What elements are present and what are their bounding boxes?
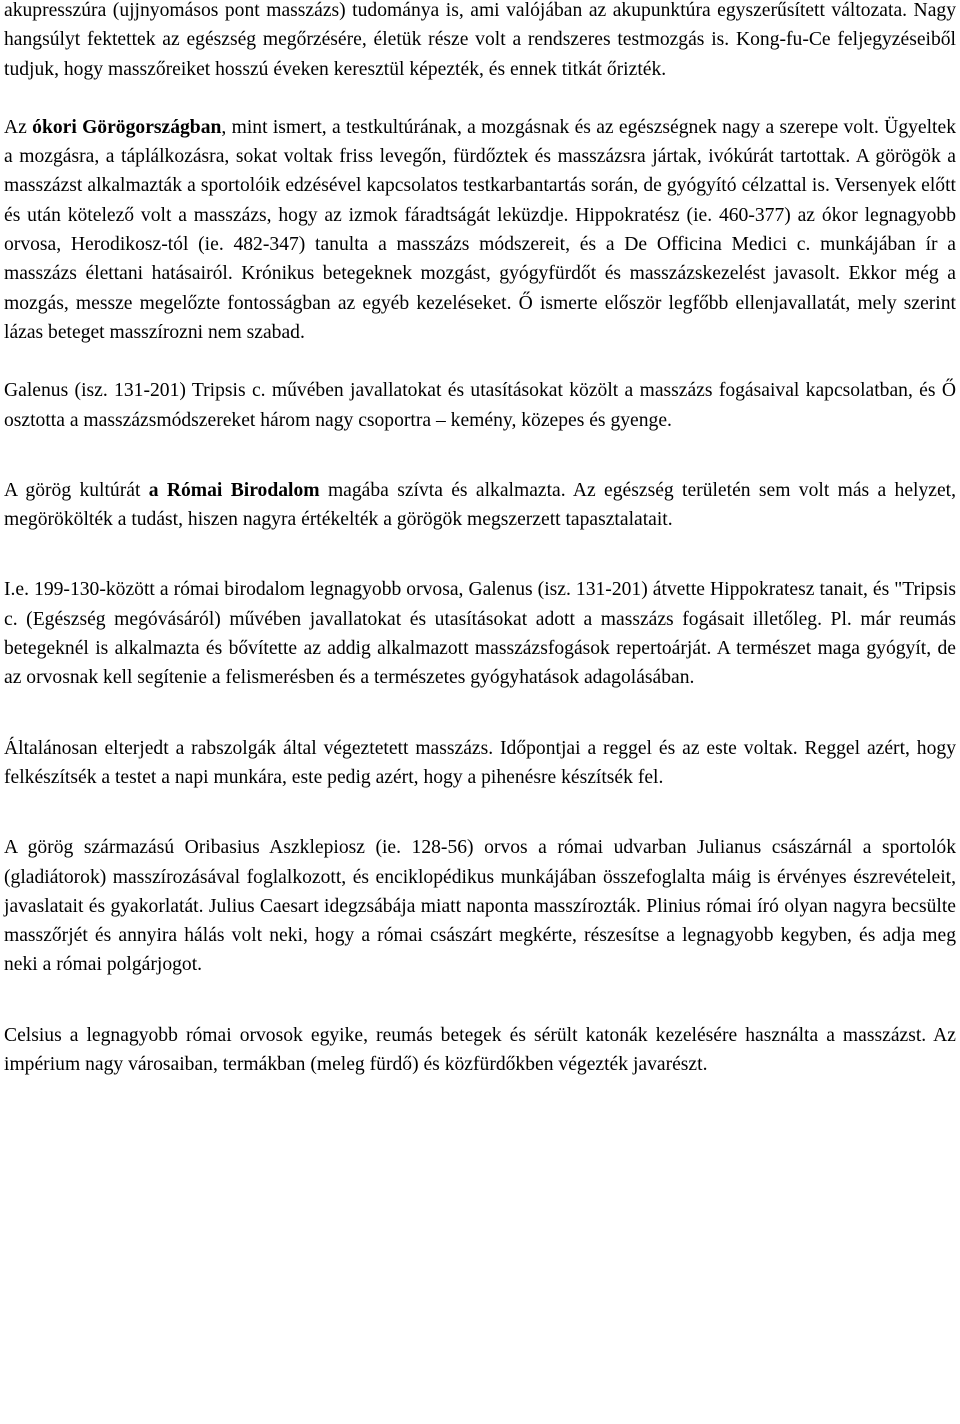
paragraph-4 <box>4 476 956 535</box>
bold-term: a Római Birodalom <box>148 479 320 501</box>
paragraph-text: akupresszúra (ujjnyomásos pont masszázs) tudománya is, ami valójában az akupunktúra egyszerűsített változata. Nagy hangsúlyt fektettek az egészség megőrzésére, életük része volt a rendszeres testmozgás is. Kong-fu-Ce feljegyzéseiből tudjuk, hogy masszőreiket hosszú éveken keresztül képezték, és ennek titkát őrizték. <box>4 0 956 80</box>
paragraph-5 <box>4 575 956 692</box>
paragraph-text: magába szívta és alkalmazta. Az egészség területén sem volt más a helyzet, megörökölték a tudást, hiszen nagyra értékelték a görögök megszerzett tapasztalatait. <box>4 479 956 531</box>
paragraph-text: A görög kultúrát <box>4 479 149 501</box>
paragraph-text: I.e. 199-130-között a római birodalom legnagyobb orvosa, Galenus (isz. 131-201) átvette Hippokratesz tanait, és "Tripsis c. (Egészség megóvásáról) művében javallatokat és utasításokat adott a masszázs fogásait illetőleg. Pl. már reumás betegeknél is alkalmazta és bővítette az addig alkalmazott masszázsfogások repertoárját. A természet maga gyógyít, de az orvosnak kell segítenie a felismerésben és a természetes gyógyhatások adagolásában. <box>4 579 956 689</box>
paragraph-text: Az <box>4 116 33 138</box>
paragraph-text: Celsius a legnagyobb római orvosok egyike, reumás betegek és sérült katonák kezelésére használta a masszázst. Az impérium nagy városaiban, termákban (meleg fürdő) és közfürdőkben végezték javarészt. <box>4 1024 956 1076</box>
paragraph-text: , mint ismert, a testkultúrának, a mozgásnak és az egészségnek nagy a szerepe volt. Ügyeltek a mozgásra, a táplálkozásra, sokat voltak friss levegőn, fürdőztek és masszázsra jártak, ivókúrát tartottak. A görögök a masszázst alkalmazták a sportolóik edzésével kapcsolatos testkarbantartás során, de gyógyító célzattal is. Versenyek előtt és után kötelező volt a masszázs, hogy az izmok fáradtságát leküzdje. Hippokratész (ie. 460-377) az ókor legnagyobb orvosa, Herodikosz-tól (ie. 482-347) tanulta a masszázs módszereit, és a De Officina Medici c. munkájában ír a masszázs élettani hatásairól. Krónikus betegeknek mozgást, gyógyfürdőt és masszázskezelést javasolt. Ekkor még a mozgás, messze megelőzte fontosságban az egyéb kezeléseket. Ő ismerte először legfőbb ellenjavallatát, mely szerint lázas beteget masszírozni nem szabad. <box>4 116 956 343</box>
paragraph-2 <box>4 113 956 347</box>
paragraph-3 <box>4 376 956 435</box>
paragraph-7 <box>4 833 956 979</box>
paragraph-8 <box>4 1021 956 1080</box>
paragraph-text: A görög származású Oribasius Aszklepiosz (ie. 128-56) orvos a római udvarban Julianus császárnál a sportolók (gladiátorok) masszírozásával foglalkozott, és enciklopédikus munkájában összefoglalta máig is érvényes észrevételeit, javaslatait és gyakorlatát. Julius Caesart idegzsábája miatt naponta masszírozták. Plinius római író olyan nagyra becsülte masszőrjét és annyira hálás volt neki, hogy a római császárt megkérte, részesítse a legnagyobb kegyben, és adja meg neki a római polgárjogot. <box>4 837 956 976</box>
paragraph-6 <box>4 734 956 793</box>
paragraph-1 <box>4 0 956 84</box>
paragraph-text: Általánosan elterjedt a rabszolgák által végeztetett masszázs. Időpontjai a reggel és az este voltak. Reggel azért, hogy felkészítsék a testet a napi munkára, este pedig azért, hogy a pihenésre készítsék fel. <box>4 737 956 788</box>
document-page <box>4 0 956 1079</box>
paragraph-text: Galenus (isz. 131-201) Tripsis c. művében javallatokat és utasításokat közölt a masszázs fogásaival kapcsolatban, és Ő osztotta a masszázsmódszereket három nagy csoportra – kemény, közepes és gyenge. <box>4 380 956 431</box>
bold-term: ókori Görögországban <box>32 116 222 138</box>
